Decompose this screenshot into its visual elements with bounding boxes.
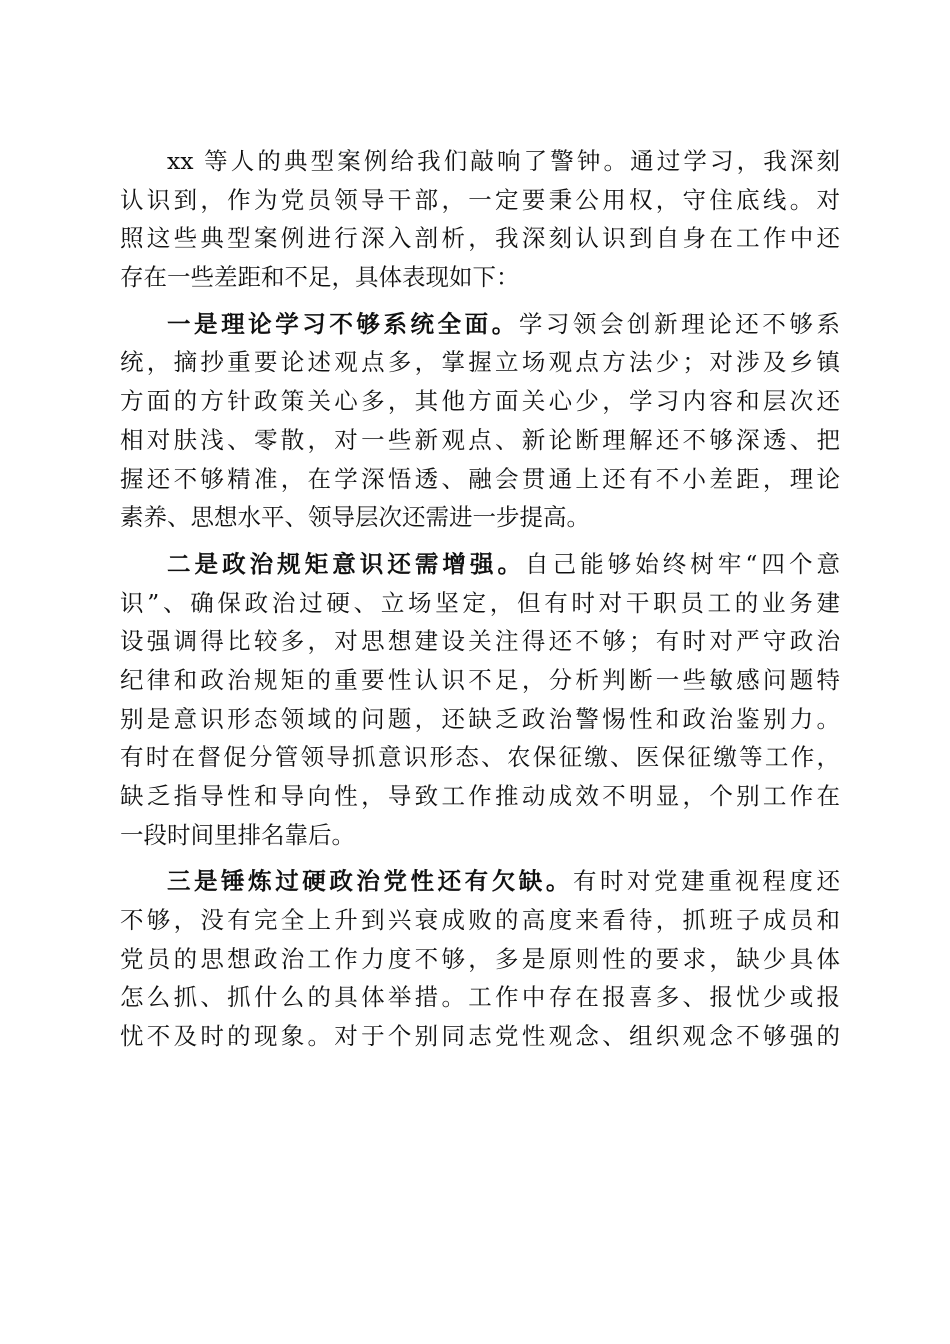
text-run: 有时对党建重视程度还 (572, 867, 840, 896)
text-line: 相对肤浅、零散，对一些新观点、新论断理解还不够深透、把 (120, 425, 840, 454)
text-line: 党员的思想政治工作力度不够，多是原则性的要求，缺少具体 (120, 944, 840, 973)
text-line: 方面的方针政策关心多，其他方面关心少，学习内容和层次还 (120, 387, 840, 416)
text-line: 握还不够精准，在学深悟透、融会贯通上还有不小差距，理论 (120, 464, 840, 493)
text-run: 学习领会创新理论还不够系 (518, 309, 840, 338)
text-line: 统，摘抄重要论述观点多，掌握立场观点方法少；对涉及乡镇 (120, 348, 840, 377)
text-line (120, 862, 840, 901)
text-line: 设强调得比较多，对思想建设关注得还不够；有时对严守政治 (120, 627, 840, 656)
text-run: 自己能够始终树牢“四个意 (525, 549, 841, 578)
paragraph-party-spirit (120, 862, 840, 1055)
paragraph-theory-study (120, 305, 840, 537)
paragraph-intro (120, 142, 840, 297)
paragraph-heading: 二是政治规矩意识还需增强。 (167, 549, 526, 578)
text-line: 有时在督促分管领导抓意识形态、农保征缴、医保征缴等工作， (120, 743, 840, 772)
text-line (120, 545, 840, 584)
text-line: 一段时间里排名靠后。 (120, 820, 355, 849)
text-line: 怎么抓、抓什么的具体举措。工作中存在报喜多、报忧少或报 (120, 983, 840, 1012)
paragraph-heading: 一是理论学习不够系统全面。 (167, 309, 519, 338)
text-line: 缺乏指导性和导向性，导致工作推动成效不明显，个别工作在 (120, 782, 840, 810)
text-line: 别是意识形态领域的问题，还缺乏政治警惕性和政治鉴别力。 (120, 704, 840, 733)
text-line (120, 305, 840, 344)
text-line: 存在一些差距和不足，具体表现如下： (120, 263, 520, 292)
text-line: 识”、确保政治过硬、立场坚定，但有时对干职员工的业务建 (120, 588, 840, 617)
text-line: 素养、思想水平、领导层次还需进一步提高。 (120, 503, 590, 532)
text-line: xx 等人的典型案例给我们敲响了警钟。通过学习，我深刻 (167, 147, 840, 175)
text-line: 认识到，作为党员领导干部，一定要秉公用权，守住底线。对 (120, 185, 840, 214)
paragraph-political-rules (120, 545, 840, 855)
paragraph-heading: 三是锤炼过硬政治党性还有欠缺。 (167, 867, 573, 896)
text-line: 不够，没有完全上升到兴衰成败的高度来看待，抓班子成员和 (120, 906, 840, 935)
document-body (120, 142, 840, 1056)
text-line: 忧不及时的现象。对于个别同志党性观念、组织观念不够强的 (120, 1022, 840, 1051)
text-line: 照这些典型案例进行深入剖析，我深刻认识到自身在工作中还 (120, 224, 840, 253)
text-line: 纪律和政治规矩的重要性认识不足，分析判断一些敏感问题特 (120, 665, 840, 694)
